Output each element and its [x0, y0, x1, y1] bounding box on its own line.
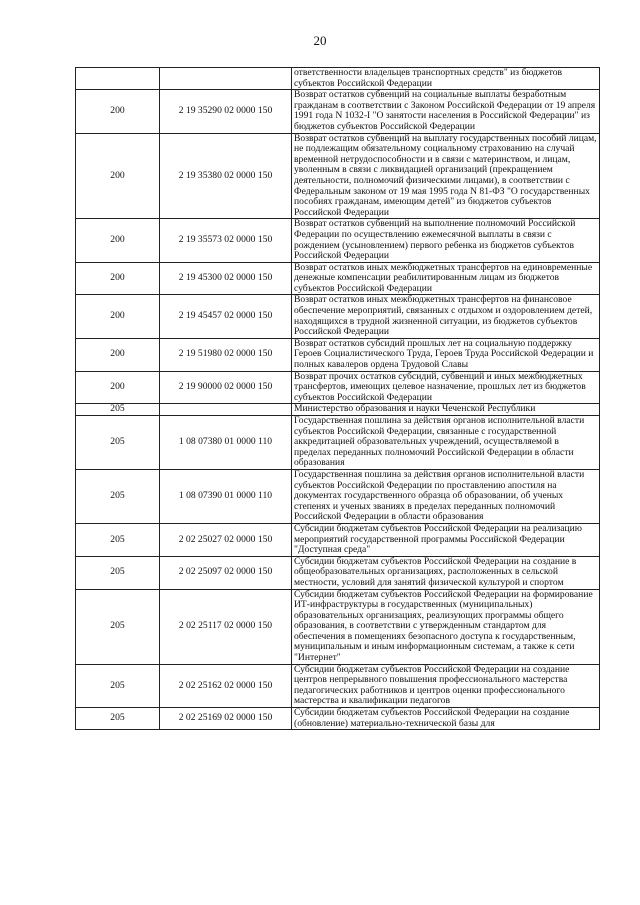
admin-code-cell: 205: [76, 708, 160, 730]
budget-classification-code-cell: [160, 404, 292, 416]
admin-code-cell: 200: [76, 262, 160, 295]
admin-code-cell: 200: [76, 133, 160, 219]
budget-classification-code-cell: 2 02 25162 02 0000 150: [160, 664, 292, 707]
budget-classification-code-cell: 2 02 25117 02 0000 150: [160, 589, 292, 664]
revenue-name-cell: Субсидии бюджетам субъектов Российской Федерации на реализацию мероприятий государственной программы Российской Федерации "Доступная среда": [292, 523, 600, 556]
budget-codes-table: [75, 67, 600, 730]
revenue-name-cell: Возврат остатков субсидий прошлых лет на социальную поддержку Героев Социалистического Труда, Героев Труда Российской Федерации и полных кавалеров ордена Трудовой Славы: [292, 338, 600, 371]
table-row: [76, 295, 600, 338]
revenue-name-cell: Возврат остатков субвенций на выполнение полномочий Российской Федерации по осуществлению ежемесячной выплаты в связи с рождением (усыновлением) первого ребенка из бюджетов субъектов Российской Федерации: [292, 219, 600, 262]
admin-code-cell: 200: [76, 90, 160, 133]
budget-classification-code-cell: [160, 68, 292, 90]
budget-classification-code-cell: 2 19 90000 02 0000 150: [160, 371, 292, 404]
table-row: [76, 68, 600, 90]
admin-code-cell: 200: [76, 371, 160, 404]
revenue-name-cell: Государственная пошлина за действия органов исполнительной власти субъектов Российской Федерации, связанные с государственной аккредитацией образовательных учреждений, осуществляемой в пределах переданных полномочий Российской Федерации в области образования: [292, 416, 600, 470]
budget-classification-code-cell: 1 08 07390 01 0000 110: [160, 469, 292, 523]
budget-classification-code-cell: 2 02 25027 02 0000 150: [160, 523, 292, 556]
budget-classification-code-cell: 2 19 45457 02 0000 150: [160, 295, 292, 338]
budget-classification-code-cell: 2 19 35380 02 0000 150: [160, 133, 292, 219]
revenue-name-cell: Субсидии бюджетам субъектов Российской Федерации на создание (обновление) материально-технической базы для: [292, 708, 600, 730]
revenue-name-cell: Субсидии бюджетам субъектов Российской Федерации на создание центров непрерывного повышения профессионального мастерства педагогических работников и центров оценки профессионального мастерства и квалификации педагогов: [292, 664, 600, 707]
admin-code-cell: 205: [76, 469, 160, 523]
budget-classification-code-cell: 2 19 35290 02 0000 150: [160, 90, 292, 133]
admin-code-cell: 205: [76, 404, 160, 416]
revenue-name-cell: Возврат остатков субвенций на социальные выплаты безработным гражданам в соответствии с Законом Российской Федерации от 19 апреля 1991 года N 1032-I "О занятости населения в Российской Федерации" из бюджетов субъектов Российской Федерации: [292, 90, 600, 133]
table-row: [76, 338, 600, 371]
admin-code-cell: 205: [76, 589, 160, 664]
budget-classification-code-cell: 2 02 25097 02 0000 150: [160, 556, 292, 589]
table-row: [76, 523, 600, 556]
budget-classification-code-cell: 1 08 07380 01 0000 110: [160, 416, 292, 470]
table-row: [76, 371, 600, 404]
revenue-name-cell: ответственности владельцев транспортных средств" из бюджетов субъектов Российской Федерации: [292, 68, 600, 90]
admin-code-cell: 200: [76, 219, 160, 262]
budget-classification-code-cell: 2 19 35573 02 0000 150: [160, 219, 292, 262]
admin-code-cell: [76, 68, 160, 90]
budget-classification-code-cell: 2 19 51980 02 0000 150: [160, 338, 292, 371]
budget-classification-code-cell: 2 19 45300 02 0000 150: [160, 262, 292, 295]
revenue-name-cell: Возврат прочих остатков субсидий, субвенций и иных межбюджетных трансфертов, имеющих целевое назначение, прошлых лет из бюджетов субъектов Российской Федерации: [292, 371, 600, 404]
revenue-name-cell: Возврат остатков иных межбюджетных трансфертов на финансовое обеспечение мероприятий, связанных с отдыхом и оздоровлением детей, находящихся в трудной жизненной ситуации, из бюджетов субъектов Российской Федерации: [292, 295, 600, 338]
table-row: [76, 664, 600, 707]
table-row: [76, 262, 600, 295]
table-row: [76, 556, 600, 589]
admin-code-cell: 205: [76, 523, 160, 556]
admin-code-cell: 205: [76, 416, 160, 470]
revenue-name-cell: Субсидии бюджетам субъектов Российской Федерации на создание в общеобразовательных организациях, расположенных в сельской местности, условий для занятий физической культурой и спортом: [292, 556, 600, 589]
admin-code-cell: 205: [76, 556, 160, 589]
admin-code-cell: 200: [76, 338, 160, 371]
admin-code-cell: 200: [76, 295, 160, 338]
table-row: [76, 90, 600, 133]
table-row: [76, 219, 600, 262]
table-row: [76, 404, 600, 416]
revenue-name-cell: Государственная пошлина за действия органов исполнительной власти субъектов Российской Федерации по проставлению апостиля на документах государственного образца об образовании, об ученых степенях и ученых званиях в пределах переданных полномочий Российской Федерации в области образования: [292, 469, 600, 523]
table-body: [76, 68, 600, 730]
page-number: 20: [313, 33, 327, 48]
revenue-name-cell: Возврат остатков иных межбюджетных трансфертов на единовременные денежные компенсации реабилитированным лицам из бюджетов субъектов Российской Федерации: [292, 262, 600, 295]
table-row: [76, 133, 600, 219]
table-row: [76, 416, 600, 470]
table-row: [76, 708, 600, 730]
revenue-name-cell: Министерство образования и науки Чеченской Республики: [292, 404, 600, 416]
budget-classification-code-cell: 2 02 25169 02 0000 150: [160, 708, 292, 730]
table-row: [76, 589, 600, 664]
revenue-name-cell: Возврат остатков субвенций на выплату государственных пособий лицам, не подлежащим обязательному социальному страхованию на случай временной нетрудоспособности и в связи с материнством, и лицам, уволенным в связи с ликвидацией организаций (прекращением деятельности, полномочий физическими лицами), в соответствии с Федеральным законом от 19 мая 1995 года N 81-ФЗ "О государственных пособиях гражданам, имеющим детей" из бюджетов субъектов Российской Федерации: [292, 133, 600, 219]
admin-code-cell: 205: [76, 664, 160, 707]
table-row: [76, 469, 600, 523]
revenue-name-cell: Субсидии бюджетам субъектов Российской Федерации на формирование ИТ-инфраструктуры в государственных (муниципальных) образовательных организациях, реализующих программы общего образования, в соответствии с утвержденным стандартом для обеспечения в помещениях безопасного доступа к государственным, муниципальным и иным информационным системам, а также к сети "Интернет": [292, 589, 600, 664]
